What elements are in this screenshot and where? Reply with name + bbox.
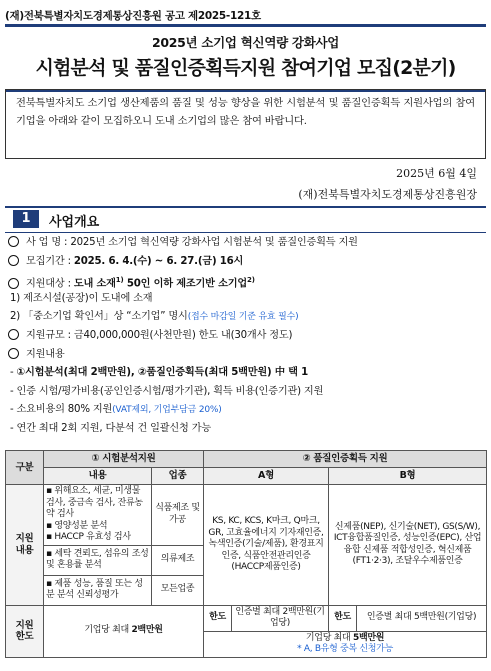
title-box [5, 24, 486, 92]
intro-box: 전북특별자치도 소기업 생산제품의 품질 및 성능 향상을 위한 시험분석 및 품질인증획득 지원사업의 참여기업을 아래와 같이 모집하오니 도내 소기업의 많은 참여 바랍니다. [5, 89, 486, 159]
content-costs: - 인증 시험/평가비용(공인인증시험/평가기관), 획득 비용(인증기관) 지원 [10, 385, 324, 397]
circle-bullet-icon [8, 348, 19, 359]
section-header [5, 206, 486, 233]
sub-a-type-header: A형 [204, 468, 329, 485]
content-ratio: - 소요비용의 80% 지원(VAT제외, 기업부담금 20%) [10, 404, 222, 416]
scale-item: 지원규모 : 금40,000,000원(사천만원) 한도 내(30개사 정도) [8, 327, 485, 346]
issuing-organization: (재)전북특별자치도경제통상진흥원장 [298, 188, 477, 201]
page-title: 시험분석 및 품질인증획득지원 참여기업 모집(2분기) [35, 57, 456, 79]
content-item: 지원내용 [8, 346, 485, 365]
circle-bullet-icon [8, 278, 19, 289]
a-limit-label: 한도 [204, 605, 232, 631]
a-type-limit: 인증별 최대 2백만원(기업당) [232, 605, 329, 631]
overview-list [8, 234, 485, 439]
target-note-1: 1) 제조시설(공장)이 도내에 소재 [10, 292, 153, 304]
support-table [5, 450, 487, 658]
category-header: 구분 [6, 451, 44, 485]
table-row-textile-content: ▪ 세탁 견뢰도, 섬유의 조성 및 혼용률 분석 [44, 545, 152, 575]
b-type-certifications: 신제품(NEP), 신기술(NET), GS(S/W), ICT융합품질인증, 성능인증(EPC), 산업융합 신제품 적합성인증, 혁신제품(FT1·2·3), 조달우수제품인증 [329, 485, 487, 606]
support-limit-label: 지원 한도 [6, 605, 44, 657]
a-type-certifications: KS, KC, KCS, K마크, Q마크, GR, 고효율에너지 기자재인증, 녹색인증(기술/제품), 환경표지인증, 식품안전관리인증 (HACCP제품인증) [204, 485, 329, 606]
test-analysis-limit: 기업당 최대 2백만원 [44, 605, 204, 657]
b-type-limit: 인증별 최대 5백만원(기업당) [357, 605, 487, 631]
sub-b-type-header: B형 [329, 468, 487, 485]
sub-industry-header: 업종 [152, 468, 204, 485]
group-quality-cert: ② 품질인증획득 지원 [204, 451, 487, 468]
table-row-textile-industry: 의류제조 [152, 545, 204, 575]
notice-number: (재)전북특별자치도경제통상진흥원 공고 제2025-121호 [5, 10, 261, 22]
section-number: 1 [13, 210, 39, 228]
project-item: 사 업 명 : 2025년 소기업 혁신역량 강화사업 시험분석 및 품질인증획득 지원 [8, 234, 485, 253]
table-row-food-industry: 식품제조 및 가공 [152, 485, 204, 546]
circle-bullet-icon [8, 329, 19, 340]
target-item: 지원대상 : 도내 소재$^{1)}$ 50인 이하 제조기반 소기업$^{2)}$ [8, 271, 485, 290]
quality-cert-total-limit: 기업당 최대 5백만원 * A, B유형 중복 신청가능 [204, 631, 487, 657]
content-choice: - ①시험분석(최대 2백만원), ②품질인증획득(최대 5백만원) 中 택 1 [10, 367, 309, 379]
circle-bullet-icon [8, 236, 19, 247]
b-limit-label: 한도 [329, 605, 357, 631]
table-row-all-industry: 모든업종 [152, 575, 204, 605]
support-content-label: 지원 내용 [6, 485, 44, 606]
notice-date: 2025년 6월 4일 [396, 167, 477, 180]
content-frequency: - 연간 최대 2회 지원, 다분석 건 일괄신청 가능 [10, 422, 212, 434]
circle-bullet-icon [8, 255, 19, 266]
table-row-food-content: ▪ 위해요소, 세균, 미생물 검사, 중금속 검사, 잔류농약 검사 ▪ 영양성분 분석 ▪ HACCP 유효성 검사 [44, 485, 152, 546]
sub-content-header: 내용 [44, 468, 152, 485]
table-row-all-content: ▪ 제품 성능, 품질 또는 성분 분석 신뢰성평가 [44, 575, 152, 605]
target-note-2: 2) 「중소기업 확인서」상 “소기업” 명시(접수 마감일 기준 유효 필수) [10, 311, 299, 323]
group-test-analysis: ① 시험분석지원 [44, 451, 204, 468]
title-subtitle: 2025년 소기업 혁신역량 강화사업 [151, 35, 340, 50]
section-title: 사업개요 [49, 215, 100, 230]
period-item: 모집기간 : 2025. 6. 4.(수) ~ 6. 27.(금) 16시 [8, 253, 485, 272]
